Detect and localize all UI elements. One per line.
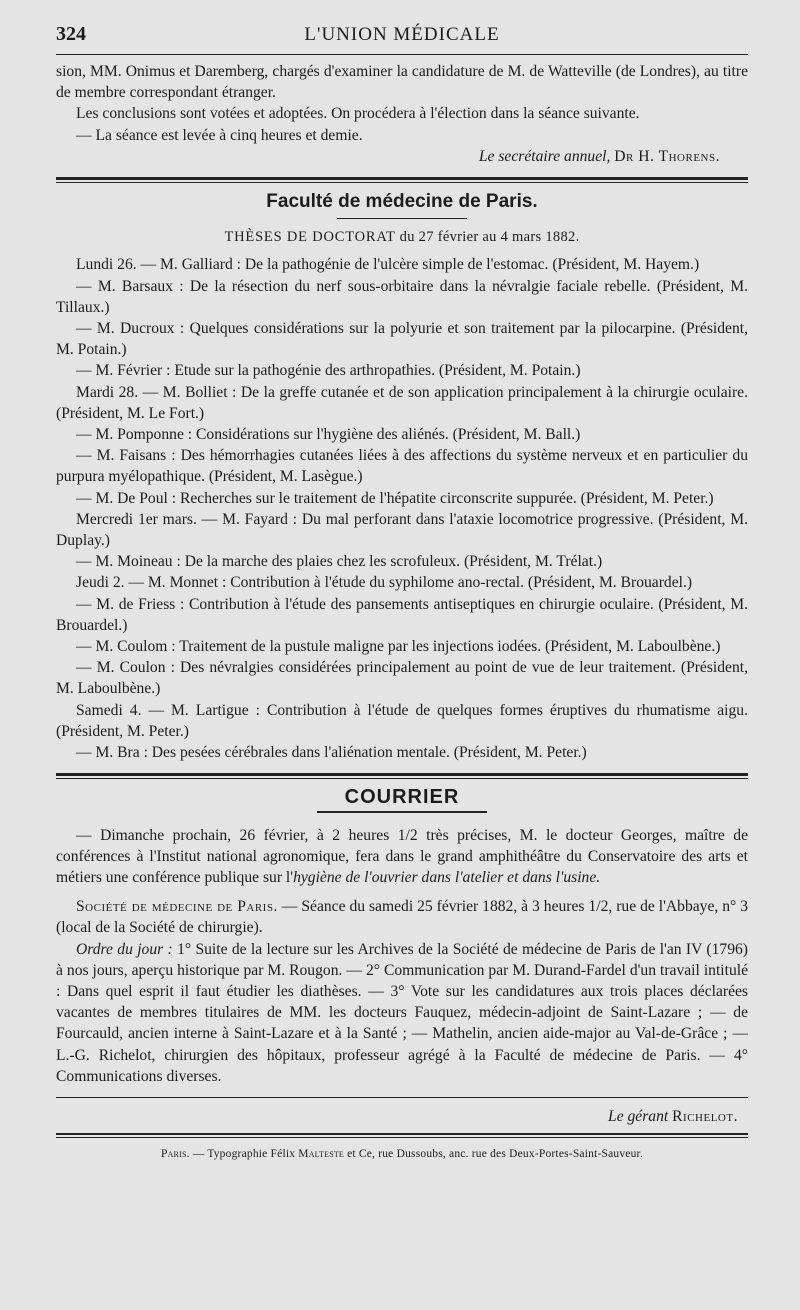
- thesis-entry: Samedi 4. — M. Lartigue : Contribution à l'étude de quelques formes éruptives du rhumatisme aigu. (Président, M. Peter.): [56, 701, 748, 740]
- conference-title: hygiène de l'ouvrier dans l'atelier et dans l'usine.: [293, 868, 601, 886]
- signature-name: Dr H. Thorens.: [614, 147, 720, 165]
- society-name: Société de médecine de Paris.: [76, 898, 278, 916]
- page-number: 324: [56, 23, 86, 45]
- title-rule: [337, 218, 467, 219]
- thesis-entry: — M. Barsaux : De la résection du nerf sous-orbitaire dans la névralgie faciale rebelle. (Président, M. Tillaux.): [56, 277, 748, 316]
- header-rule: [56, 54, 748, 55]
- title-rule: [317, 811, 487, 813]
- thesis-entry: Lundi 26. — M. Galliard : De la pathogénie de l'ulcère simple de l'estomac. (Président, M. Hayem.): [76, 256, 700, 274]
- thesis-entry: — M. Coulom : Traitement de la pustule maligne par les injections iodées. (Président, M. Laboulbène.): [76, 638, 721, 656]
- footer-divider: [56, 1133, 748, 1138]
- paragraph: [56, 896, 748, 938]
- imprint-printer: Malteste: [298, 1148, 345, 1161]
- footer-divider: [56, 1097, 748, 1098]
- paragraph: Les conclusions sont votées et adoptées. On procédera à l'élection dans la séance suivante.: [76, 105, 640, 123]
- manager-role: Le gérant: [608, 1107, 669, 1125]
- thesis-entry: — M. De Poul : Recherches sur le traitement de l'hépatite circonscrite suppurée. (Président, M. Peter.): [76, 489, 714, 507]
- courrier-title: COURRIER: [344, 786, 460, 809]
- imprint-typo: — Typographie Félix: [189, 1148, 299, 1161]
- thesis-entry: — M. Moineau : De la marche des plaies chez les scrofuleux. (Président, M. Trélat.): [76, 553, 603, 571]
- section-divider: [56, 177, 748, 183]
- signature: [56, 146, 720, 167]
- subheading: [56, 227, 748, 248]
- imprint-address: et Ce, rue Dussoubs, anc. rue des Deux-Portes-Saint-Sauveur.: [344, 1148, 644, 1161]
- signature-role: Le secrétaire annuel,: [478, 147, 611, 165]
- agenda-text: 1° Suite de la lecture sur les Archives de la Société de médecine de Paris de l'an IV (1796) à nos jours, aperçu historique par M. Rougon. — 2° Communication par M. Durand-Fardel d'un travail intitulé : Dans quel esprit il faut étudier les diathèses. — 3° Vote sur les candidatures aux trois places déclarées vacantes de membres titulaires de MM. les docteurs Fauquez, médecin-adjoint de Saint-Lazare ; — de Fourcauld, ancien interne à Saint-Lazare et à la Santé ; — Mathelin, ancien aide-major au Val-de-Grâce ; — L.-G. Richelot, chirurgien des hôpitaux, professeur agrégé à la Faculté de médecine de Paris. — 4° Communications diverses.: [56, 940, 748, 1085]
- conference-text: — Dimanche prochain, 26 février, à 2 heures 1/2 très précises, M. le docteur Georges, maître de conférences à l'Institut national agronomique, fera dans le grand amphithéâtre du Conservatoire des arts et métiers une conférence publique sur l': [56, 826, 748, 886]
- thesis-entry: Jeudi 2. — M. Monnet : Contribution à l'étude du syphilome ano-rectal. (Président, M. Brouardel.): [76, 574, 693, 592]
- page-header: [56, 18, 748, 48]
- thesis-entry: — M. Faisans : Des hémorrhagies cutanées liées à des affections du système nerveux et en particulier du purpura myélopathique. (Président, M. Lasègue.): [56, 447, 748, 486]
- paragraph: — La séance est levée à cinq heures et demie.: [76, 126, 363, 144]
- society-session: — Séance du samedi 25 février 1882, à 3 heures 1/2, rue de l'Abbaye, n° 3 (local de la Société de chirurgie).: [56, 898, 748, 937]
- running-title: L'UNION MÉDICALE: [304, 24, 500, 45]
- thesis-entry: — M. de Friess : Contribution à l'étude des pansements antiseptiques en chirurgie oculaire. (Président, M. Brouardel.): [56, 595, 748, 634]
- manager-name: Richelot.: [672, 1107, 738, 1125]
- thesis-entry: — M. Pomponne : Considérations sur l'hygiène des aliénés. (Président, M. Ball.): [76, 426, 581, 444]
- paragraph: [56, 825, 748, 889]
- section-divider: [56, 773, 748, 779]
- subheading-prefix: THÈSES DE DOCTORAT: [224, 229, 396, 246]
- manager-signature: [56, 1106, 738, 1127]
- paragraph: [56, 939, 748, 1087]
- thesis-list: [56, 254, 748, 763]
- subheading-dates: du 27 février au 4 mars 1882.: [399, 229, 580, 246]
- printer-imprint: [56, 1144, 748, 1165]
- thesis-entry: — M. Février : Etude sur la pathogénie des arthropathies. (Président, M. Potain.): [76, 362, 581, 380]
- imprint-city: Paris.: [160, 1148, 190, 1161]
- thesis-entry: Mercredi 1er mars. — M. Fayard : Du mal perforant dans l'ataxie locomotrice progressive. (Président, M. Duplay.): [56, 510, 748, 550]
- section-title: Faculté de médecine de Paris.: [266, 191, 538, 213]
- paragraph: sion, MM. Onimus et Daremberg, chargés d'examiner la candidature de M. de Watteville (de Londres), au titre de membre correspondant étranger.: [56, 63, 748, 102]
- agenda-label: Ordre du jour :: [76, 940, 173, 958]
- thesis-entry: Mardi 28. — M. Bolliet : De la greffe cutanée et de son application principalement à la chirurgie oculaire. (Président, M. Le Fort.): [56, 383, 748, 422]
- thesis-entry: — M. Coulon : Des névralgies considérées principalement au point de vue de leur traitement. (Président, M. Laboulbène.): [56, 659, 748, 698]
- thesis-entry: — M. Bra : Des pesées cérébrales dans l'aliénation mentale. (Président, M. Peter.): [76, 744, 587, 762]
- thesis-entry: — M. Ducroux : Quelques considérations sur la polyurie et son traitement par la pilocarpine. (Président, M. Potain.): [56, 320, 748, 359]
